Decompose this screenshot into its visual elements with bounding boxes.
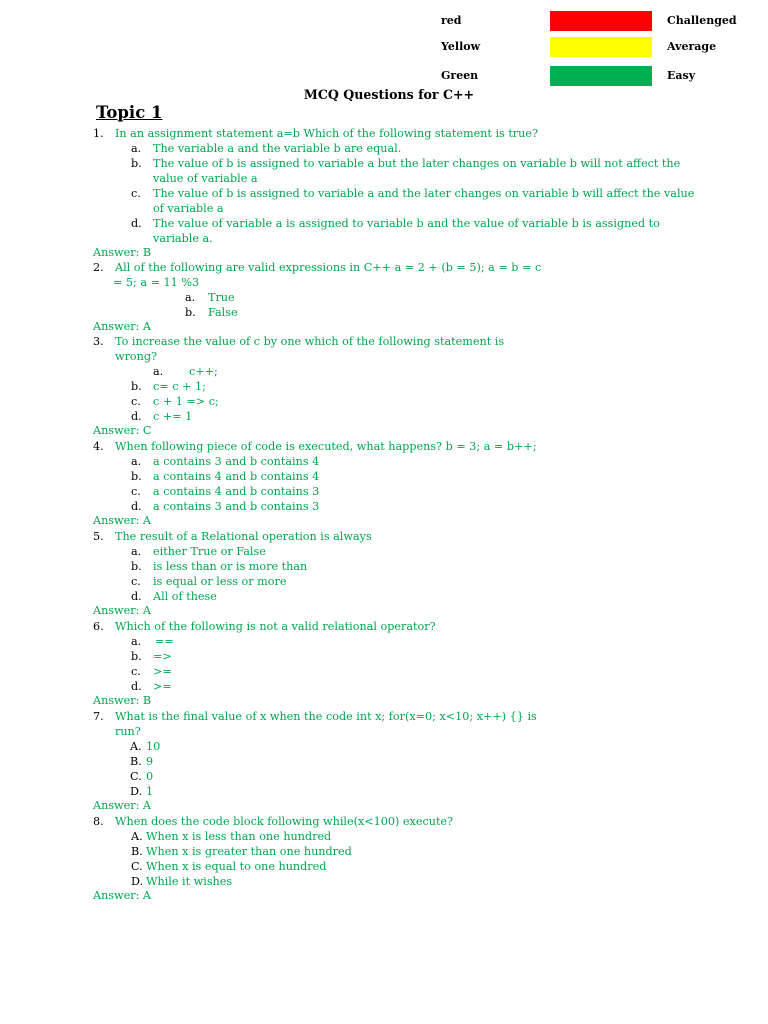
option-text: All of these bbox=[153, 590, 217, 603]
option-text: => bbox=[153, 650, 172, 663]
option-text: variable a. bbox=[153, 232, 213, 245]
option-text: 1 bbox=[146, 785, 154, 798]
option-letter: d. bbox=[131, 680, 142, 693]
option-letter: b. bbox=[131, 157, 142, 170]
option-text: The value of b is assigned to variable a and the later changes on variable b will affect the value bbox=[153, 187, 695, 200]
option-text: When x is equal to one hundred bbox=[146, 860, 327, 873]
option-text: either True or False bbox=[153, 545, 266, 558]
legend-swatch-yellow bbox=[550, 37, 652, 57]
option-letter: a. bbox=[131, 142, 142, 155]
topic-heading: Topic 1 bbox=[96, 103, 163, 122]
question-text: All of the following are valid expressions in C++ a = 2 + (b = 5); a = b = c bbox=[115, 261, 542, 274]
option-letter: a. bbox=[131, 455, 142, 468]
option-letter: A. bbox=[131, 830, 143, 843]
option-text: is less than or is more than bbox=[153, 560, 308, 573]
question-number: 8. bbox=[93, 815, 104, 828]
option-text: a contains 3 and b contains 4 bbox=[153, 455, 320, 468]
option-text: a contains 4 and b contains 4 bbox=[153, 470, 320, 483]
document-title-text: MCQ Questions for C++ bbox=[303, 87, 475, 102]
question-number: 6. bbox=[93, 620, 104, 633]
option-text: a contains 4 and b contains 3 bbox=[153, 485, 320, 498]
legend-level: Easy bbox=[667, 69, 696, 82]
question-text: When following piece of code is executed, what happens? b = 3; a = b++; bbox=[115, 440, 537, 453]
option-letter: b. bbox=[131, 470, 142, 483]
answer-line: Answer: B bbox=[93, 694, 152, 707]
option-letter: a. bbox=[153, 365, 164, 378]
legend-level: Challenged bbox=[667, 14, 737, 27]
option-text: c += 1 bbox=[153, 410, 193, 423]
legend-label: Green bbox=[441, 69, 479, 82]
option-text: >= bbox=[153, 665, 172, 678]
option-letter: c. bbox=[131, 485, 141, 498]
question-text: wrong? bbox=[115, 350, 158, 363]
option-text: is equal or less or more bbox=[153, 575, 287, 588]
option-text: >= bbox=[153, 680, 172, 693]
legend-row-green bbox=[0, 66, 768, 86]
question-number: 3. bbox=[93, 335, 104, 348]
option-letter: a. bbox=[131, 545, 142, 558]
answer-line: Answer: A bbox=[93, 799, 151, 812]
answer-line: Answer: A bbox=[93, 604, 151, 617]
option-letter: c. bbox=[131, 575, 141, 588]
option-text: 10 bbox=[146, 740, 161, 753]
option-letter: c. bbox=[131, 665, 141, 678]
question-text: In an assignment statement a=b Which of the following statement is true? bbox=[115, 127, 538, 140]
legend-row-red bbox=[0, 11, 768, 31]
question-text: When does the code block following while(x<100) execute? bbox=[115, 815, 454, 828]
option-letter: c. bbox=[131, 187, 141, 200]
option-letter: d. bbox=[131, 217, 142, 230]
legend-row-yellow bbox=[0, 37, 768, 57]
option-text: True bbox=[208, 291, 235, 304]
question-text: = 5; a = 11 %3 bbox=[113, 276, 200, 289]
option-text: False bbox=[208, 306, 238, 319]
option-letter: d. bbox=[131, 500, 142, 513]
legend-label: Yellow bbox=[441, 40, 481, 53]
document-title bbox=[0, 87, 768, 102]
option-letter: d. bbox=[131, 410, 142, 423]
legend-level: Average bbox=[667, 40, 717, 53]
option-letter: C. bbox=[130, 770, 142, 783]
question-text: What is the final value of x when the code int x; for(x=0; x<10; x++) {} is bbox=[115, 710, 537, 723]
question-text: Which of the following is not a valid relational operator? bbox=[115, 620, 436, 633]
answer-line: Answer: A bbox=[93, 320, 151, 333]
answer-line: Answer: C bbox=[93, 424, 152, 437]
option-letter: a. bbox=[131, 635, 142, 648]
question-text: run? bbox=[115, 725, 141, 738]
option-letter: b. bbox=[185, 306, 196, 319]
question-number: 5. bbox=[93, 530, 104, 543]
option-letter: D. bbox=[131, 875, 144, 888]
option-letter: b. bbox=[131, 650, 142, 663]
option-text: While it wishes bbox=[146, 875, 233, 888]
option-text: The variable a and the variable b are equal. bbox=[153, 142, 402, 155]
option-text: c= c + 1; bbox=[153, 380, 206, 393]
question-number: 2. bbox=[93, 261, 104, 274]
option-text: When x is greater than one hundred bbox=[146, 845, 352, 858]
option-letter: A. bbox=[130, 740, 142, 753]
option-letter: C. bbox=[131, 860, 143, 873]
answer-line: Answer: B bbox=[93, 246, 152, 259]
option-letter: c. bbox=[131, 395, 141, 408]
option-letter: B. bbox=[131, 845, 143, 858]
option-text: When x is less than one hundred bbox=[146, 830, 332, 843]
option-text: The value of b is assigned to variable a but the later changes on variable b will not affect the bbox=[153, 157, 681, 170]
question-number: 1. bbox=[93, 127, 104, 140]
option-text: The value of variable a is assigned to variable b and the value of variable b is assigned to bbox=[153, 217, 660, 230]
option-text: a contains 3 and b contains 3 bbox=[153, 500, 320, 513]
option-text: of variable a bbox=[153, 202, 224, 215]
option-text: == bbox=[155, 635, 174, 648]
option-text: 9 bbox=[146, 755, 154, 768]
option-letter: b. bbox=[131, 380, 142, 393]
option-letter: d. bbox=[131, 590, 142, 603]
legend-swatch-red bbox=[550, 11, 652, 31]
legend-swatch-green bbox=[550, 66, 652, 86]
answer-line: Answer: A bbox=[93, 514, 151, 527]
option-text: 0 bbox=[146, 770, 154, 783]
option-letter: D. bbox=[130, 785, 143, 798]
option-letter: B. bbox=[130, 755, 142, 768]
question-number: 7. bbox=[93, 710, 104, 723]
question-text: The result of a Relational operation is always bbox=[115, 530, 372, 543]
option-text: c++; bbox=[189, 365, 218, 378]
question-number: 4. bbox=[93, 440, 104, 453]
option-text: value of variable a bbox=[153, 172, 258, 185]
legend-label: red bbox=[441, 14, 462, 27]
option-letter: a. bbox=[185, 291, 196, 304]
option-letter: b. bbox=[131, 560, 142, 573]
question-text: To increase the value of c by one which of the following statement is bbox=[115, 335, 505, 348]
option-text: c + 1 => c; bbox=[153, 395, 219, 408]
answer-line: Answer: A bbox=[93, 889, 151, 902]
